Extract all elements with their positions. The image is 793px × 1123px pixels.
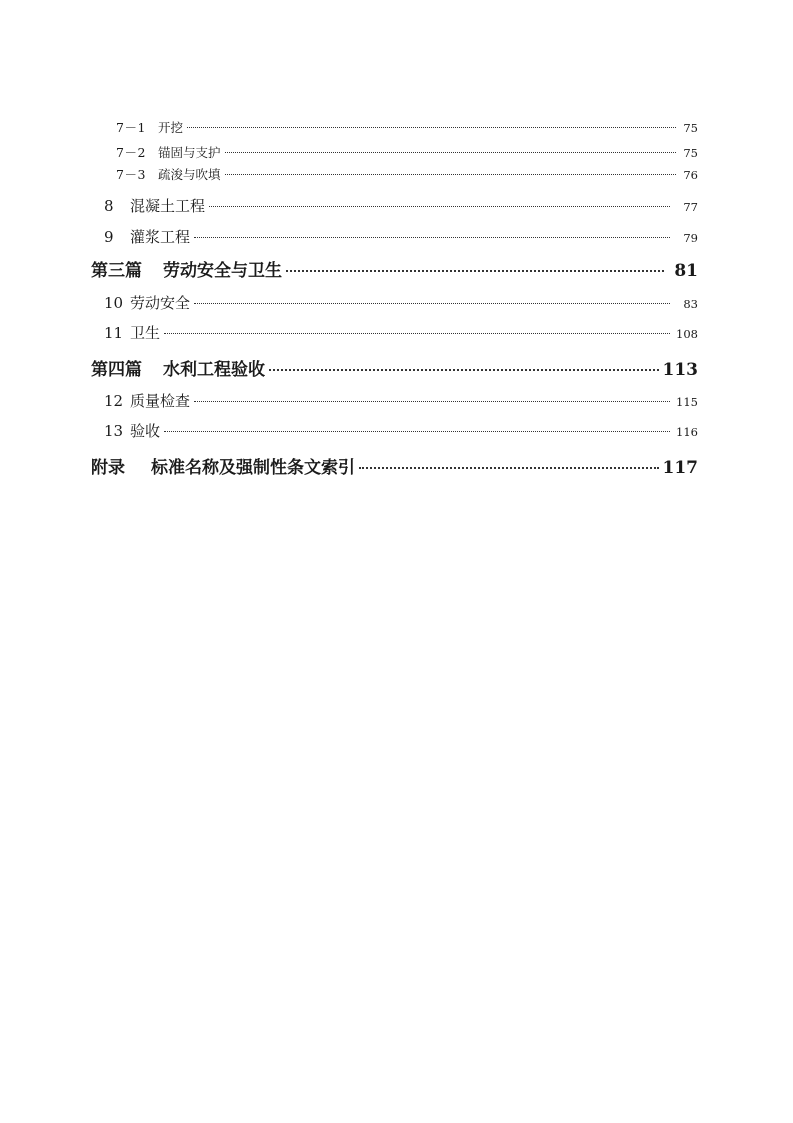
- dot-leader: [194, 401, 670, 402]
- dot-leader: [164, 431, 670, 432]
- toc-entry-title: 开挖: [158, 120, 184, 135]
- toc-entry-page: 81: [674, 261, 698, 281]
- toc-entry-7-2[interactable]: [116, 143, 698, 161]
- toc-entry-number: 第三篇: [91, 261, 142, 281]
- toc-entry-chapter-12[interactable]: [104, 390, 698, 411]
- dot-leader: [164, 333, 670, 334]
- toc-entry-chapter-13[interactable]: [104, 420, 698, 441]
- toc-entry-chapter-8[interactable]: [104, 195, 698, 216]
- toc-entry-number: 7－3: [116, 167, 146, 182]
- dot-leader: [269, 369, 659, 371]
- toc-entry-page: 108: [676, 327, 698, 341]
- dot-leader: [359, 467, 659, 469]
- toc-entry-title: 标准名称及强制性条文索引: [151, 458, 355, 478]
- toc-entry-number: 10: [104, 294, 124, 312]
- toc-entry-page: 113: [662, 360, 698, 380]
- toc-entry-number: 8: [104, 197, 114, 215]
- toc-entry-number: 附录: [91, 458, 125, 478]
- toc-entry-part-3[interactable]: [91, 256, 698, 281]
- dot-leader: [194, 237, 670, 238]
- toc-entry-title: 锚固与支护: [158, 145, 221, 160]
- toc-entry-number: 13: [104, 422, 124, 440]
- toc-entry-title: 疏浚与吹填: [158, 167, 221, 182]
- toc-entry-title: 劳动安全与卫生: [163, 261, 282, 281]
- toc-entry-page: 79: [683, 231, 698, 245]
- toc-entry-title: 灌浆工程: [130, 228, 191, 246]
- toc-entry-page: 76: [683, 168, 698, 182]
- toc-entry-page: 83: [683, 297, 698, 311]
- toc-entry-chapter-10[interactable]: [104, 292, 698, 313]
- toc-entry-title: 劳动安全: [130, 294, 191, 312]
- toc-entry-title: 混凝土工程: [130, 197, 206, 215]
- toc-entry-title: 验收: [130, 422, 161, 440]
- toc-entry-page: 75: [683, 146, 698, 160]
- dot-leader: [194, 303, 670, 304]
- toc-entry-number: 9: [104, 228, 114, 246]
- toc-entry-7-3[interactable]: [116, 165, 698, 183]
- toc-entry-number: 7－2: [116, 145, 146, 160]
- dot-leader: [209, 206, 670, 207]
- toc-entry-number: 11: [104, 324, 124, 342]
- toc-entry-title: 质量检查: [130, 392, 191, 410]
- toc-entry-part-4[interactable]: [91, 355, 698, 380]
- toc-entry-page: 75: [683, 121, 698, 135]
- toc-entry-page: 116: [676, 425, 698, 439]
- toc-entry-chapter-11[interactable]: [104, 322, 698, 343]
- toc-entry-title: 卫生: [130, 324, 161, 342]
- toc-entry-page: 77: [683, 200, 698, 214]
- dot-leader: [187, 127, 676, 128]
- toc-entry-7-1[interactable]: [116, 118, 698, 136]
- toc-entry-number: 第四篇: [91, 360, 142, 380]
- toc-entry-number: 12: [104, 392, 124, 410]
- toc-entry-appendix[interactable]: [91, 453, 698, 478]
- toc-entry-title: 水利工程验收: [163, 360, 265, 380]
- toc-entry-number: 7－1: [116, 120, 146, 135]
- toc-entry-chapter-9[interactable]: [104, 226, 698, 247]
- dot-leader: [225, 152, 676, 153]
- dot-leader: [286, 270, 664, 272]
- toc-entry-page: 115: [676, 395, 698, 409]
- dot-leader: [225, 174, 676, 175]
- toc-entry-page: 117: [662, 458, 698, 478]
